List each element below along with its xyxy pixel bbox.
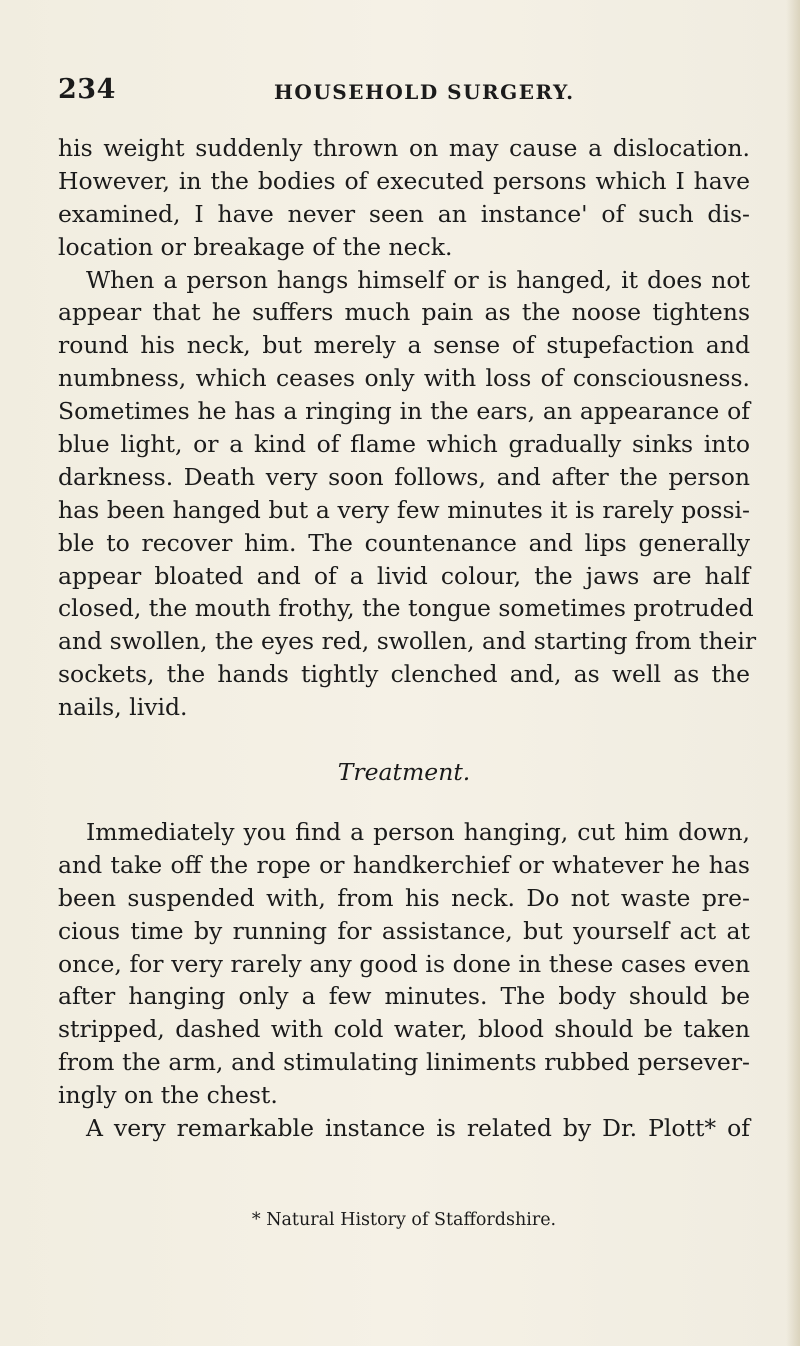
text-line: location or breakage of the neck. <box>58 232 453 261</box>
text-line: after hanging only a few minutes. The body should be <box>58 982 750 1011</box>
text-line: sockets, the hands tightly clenched and, as well as the <box>58 660 750 689</box>
text-line: appear bloated and of a livid colour, the jaws are half <box>58 561 750 590</box>
text-line: ble to recover him. The countenance and lips generally <box>58 528 750 557</box>
text-line: closed, the mouth frothy, the tongue sometimes protruded <box>58 594 754 623</box>
text-line: nails, livid. <box>58 693 188 722</box>
running-title: HOUSEHOLD SURGERY. <box>274 80 575 104</box>
text-line: round his neck, but merely a sense of stupefaction and <box>58 331 750 360</box>
text-line: once, for very rarely any good is done in these cases even <box>58 949 750 978</box>
text-line: numbness, which ceases only with loss of consciousness. <box>58 364 750 393</box>
text-line: However, in the bodies of executed persons which I have <box>58 166 750 195</box>
text-line: Immediately you find a person hanging, cut him down, <box>86 818 750 846</box>
text-line: Sometimes he has a ringing in the ears, an appearance of <box>58 397 750 426</box>
page-number: 234 <box>58 74 116 105</box>
text-line: ingly on the chest. <box>58 1081 278 1110</box>
body-text <box>58 132 757 724</box>
page-header <box>58 74 748 114</box>
text-line: examined, I have never seen an instance' of such dis- <box>58 199 750 228</box>
page-edge-shadow <box>786 0 800 1346</box>
text-line: cious time by running for assistance, but yourself act at <box>58 916 750 945</box>
paragraph <box>58 132 750 264</box>
text-line: appear that he suffers much pain as the noose tightens <box>58 298 750 327</box>
paragraph <box>58 1112 750 1145</box>
text-line: from the arm, and stimulating liniments rubbed persever- <box>58 1048 750 1077</box>
text-line: blue light, or a kind of flame which gradually sinks into <box>58 430 750 459</box>
text-line: A very remarkable instance is related by Dr. Plott* of <box>86 1114 750 1143</box>
section-heading: Treatment. <box>337 758 471 786</box>
text-line: and take off the rope or handkerchief or whatever he has <box>58 850 750 879</box>
text-line: When a person hangs himself or is hanged, it does not <box>86 265 750 294</box>
paragraph <box>58 264 757 724</box>
paragraph <box>58 816 750 1112</box>
text-line: stripped, dashed with cold water, blood should be taken <box>58 1015 750 1044</box>
text-line: his weight suddenly thrown on may cause a dislocation. <box>58 134 750 162</box>
text-line: been suspended with, from his neck. Do not waste pre- <box>58 883 750 912</box>
text-line: has been hanged but a very few minutes it is rarely possi- <box>58 495 750 524</box>
text-line: and swollen, the eyes red, swollen, and starting from their <box>58 627 757 656</box>
footnote: * Natural History of Staffordshire. <box>251 1210 557 1230</box>
body-text-continued <box>58 816 750 1145</box>
text-line: darkness. Death very soon follows, and after the person <box>58 462 750 491</box>
